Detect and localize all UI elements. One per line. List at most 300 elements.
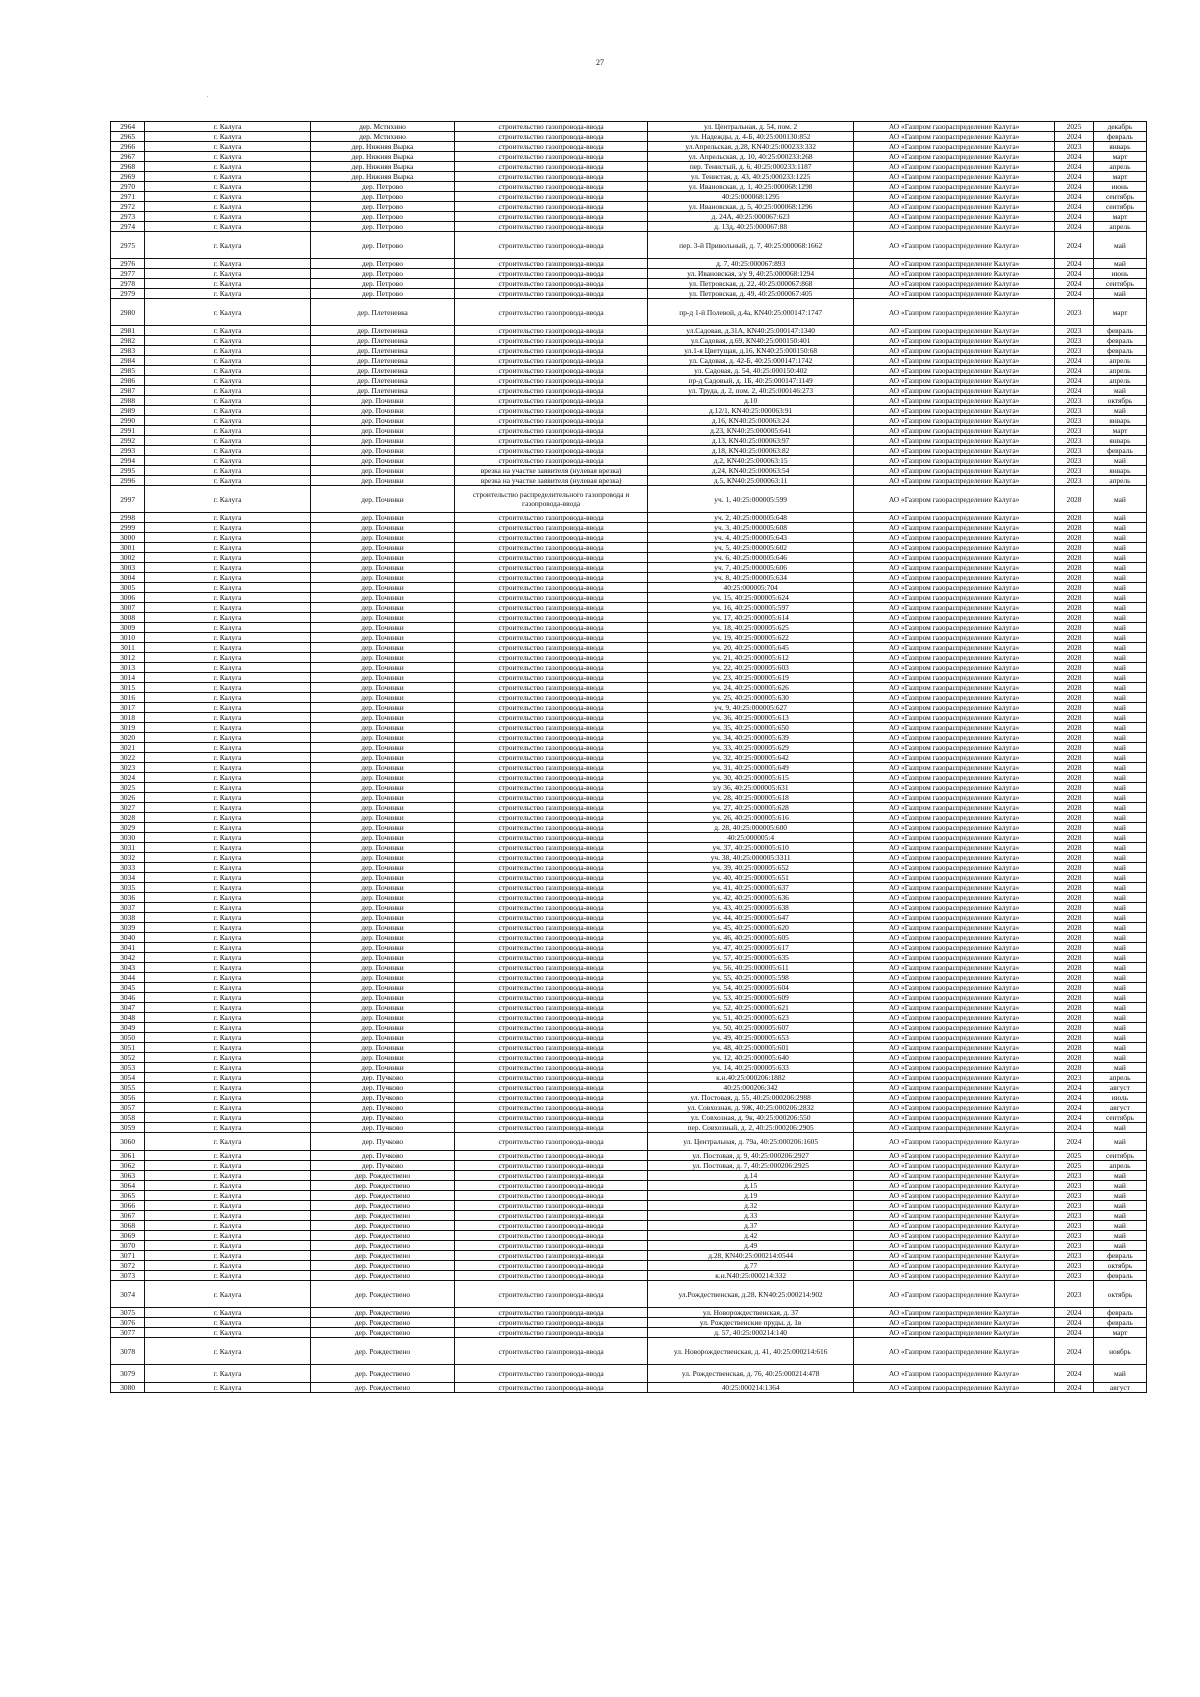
table-row — [111, 963, 1147, 973]
month-cell: февраль — [1093, 1318, 1146, 1328]
address-cell: д.14 — [648, 1171, 854, 1181]
work-type-cell: строительство газопровода-ввода — [454, 613, 647, 623]
table-row — [111, 833, 1147, 843]
settlement-cell: дер. Починки — [311, 933, 455, 943]
address-cell: ул. Рождественская, д. 76, 40:25:000214:478 — [648, 1365, 854, 1383]
address-cell: уч. 41, 40:25:000005:637 — [648, 883, 854, 893]
table-row — [111, 446, 1147, 456]
settlement-cell: дер. Пучково — [311, 1093, 455, 1103]
organization-cell: АО «Газпром газораспределение Калуга» — [853, 973, 1054, 983]
organization-cell: АО «Газпром газораспределение Калуга» — [853, 533, 1054, 543]
month-cell: май — [1093, 983, 1146, 993]
settlement-cell: дер. Нижняя Вырка — [311, 152, 455, 162]
table-row — [111, 172, 1147, 182]
year-cell: 2025 — [1055, 122, 1094, 132]
month-cell: май — [1093, 813, 1146, 823]
work-type-cell: строительство газопровода-ввода — [454, 753, 647, 763]
settlement-cell: дер. Починки — [311, 446, 455, 456]
work-type-cell: строительство газопровода-ввода — [454, 813, 647, 823]
year-cell: 2023 — [1055, 1221, 1094, 1231]
settlement-cell: дер. Пучково — [311, 1073, 455, 1083]
address-cell: уч. 16, 40:25:000005:597 — [648, 603, 854, 613]
organization-cell: АО «Газпром газораспределение Калуга» — [853, 1083, 1054, 1093]
address-cell: ул. Садовая, д. 54, 40:25:000150:402 — [648, 366, 854, 376]
month-cell: май — [1093, 743, 1146, 753]
table-row — [111, 1271, 1147, 1281]
organization-cell: АО «Газпром газораспределение Калуга» — [853, 269, 1054, 279]
settlement-cell: дер. Починки — [311, 963, 455, 973]
month-cell: май — [1093, 1023, 1146, 1033]
year-cell: 2028 — [1055, 583, 1094, 593]
organization-cell: АО «Газпром газораспределение Калуга» — [853, 446, 1054, 456]
address-cell: уч. 52, 40:25:000005:621 — [648, 1003, 854, 1013]
settlement-cell: дер. Починки — [311, 426, 455, 436]
address-cell: ул. Постовая, д. 55, 40:25:000206:2988 — [648, 1093, 854, 1103]
work-type-cell: строительство газопровода-ввода — [454, 1211, 647, 1221]
city-cell: г. Калуга — [145, 843, 311, 853]
month-cell: май — [1093, 863, 1146, 873]
table-row — [111, 953, 1147, 963]
year-cell: 2028 — [1055, 893, 1094, 903]
city-cell: г. Калуга — [145, 1261, 311, 1271]
city-cell: г. Калуга — [145, 456, 311, 466]
table-row — [111, 763, 1147, 773]
work-type-cell: строительство газопровода-ввода — [454, 1365, 647, 1383]
settlement-cell: дер. Рождествено — [311, 1201, 455, 1211]
work-type-cell: строительство газопровода-ввода — [454, 703, 647, 713]
city-cell: г. Калуга — [145, 192, 311, 202]
row-number: 3006 — [111, 593, 145, 603]
organization-cell: АО «Газпром газораспределение Калуга» — [853, 212, 1054, 222]
table-row — [111, 523, 1147, 533]
work-type-cell: строительство газопровода-ввода — [454, 883, 647, 893]
organization-cell: АО «Газпром газораспределение Калуга» — [853, 753, 1054, 763]
city-cell: г. Калуга — [145, 1123, 311, 1133]
month-cell: май — [1093, 1231, 1146, 1241]
work-type-cell: строительство газопровода-ввода — [454, 823, 647, 833]
row-number: 3009 — [111, 623, 145, 633]
address-cell: ул. Петровская, д. 49, 40:25:000067:405 — [648, 289, 854, 299]
settlement-cell: дер. Рождествено — [311, 1221, 455, 1231]
table-row — [111, 613, 1147, 623]
address-cell: уч. 27, 40:25:000005:628 — [648, 803, 854, 813]
row-number: 3039 — [111, 923, 145, 933]
table-row — [111, 1281, 1147, 1308]
organization-cell: АО «Газпром газораспределение Калуга» — [853, 903, 1054, 913]
settlement-cell: дер. Починки — [311, 733, 455, 743]
city-cell: г. Калуга — [145, 723, 311, 733]
settlement-cell: дер. Починки — [311, 1023, 455, 1033]
table-row — [111, 1383, 1147, 1393]
address-cell: уч. 49, 40:25:000005:653 — [648, 1033, 854, 1043]
year-cell: 2028 — [1055, 883, 1094, 893]
table-row — [111, 673, 1147, 683]
table-row — [111, 152, 1147, 162]
work-type-cell: строительство газопровода-ввода — [454, 142, 647, 152]
organization-cell: АО «Газпром газораспределение Калуга» — [853, 222, 1054, 232]
month-cell: июнь — [1093, 182, 1146, 192]
settlement-cell: дер. Починки — [311, 843, 455, 853]
work-type-cell: строительство газопровода-ввода — [454, 1318, 647, 1328]
organization-cell: АО «Газпром газораспределение Калуга» — [853, 723, 1054, 733]
row-number: 3054 — [111, 1073, 145, 1083]
city-cell: г. Калуга — [145, 202, 311, 212]
row-number: 3020 — [111, 733, 145, 743]
organization-cell: АО «Газпром газораспределение Калуга» — [853, 893, 1054, 903]
year-cell: 2023 — [1055, 1073, 1094, 1083]
settlement-cell: дер. Плетеневка — [311, 386, 455, 396]
address-cell: ул. Центральная, д. 79а, 40:25:000206:1605 — [648, 1133, 854, 1151]
year-cell: 2024 — [1055, 366, 1094, 376]
row-number: 3080 — [111, 1383, 145, 1393]
settlement-cell: дер. Починки — [311, 1013, 455, 1023]
scan-dot: . — [207, 93, 209, 99]
year-cell: 2028 — [1055, 783, 1094, 793]
table-row — [111, 1221, 1147, 1231]
organization-cell: АО «Газпром газораспределение Калуга» — [853, 366, 1054, 376]
row-number: 3028 — [111, 813, 145, 823]
row-number: 3073 — [111, 1271, 145, 1281]
organization-cell: АО «Газпром газораспределение Калуга» — [853, 122, 1054, 132]
settlement-cell: дер. Починки — [311, 673, 455, 683]
organization-cell: АО «Газпром газораспределение Калуга» — [853, 703, 1054, 713]
table-row — [111, 326, 1147, 336]
address-cell: д.2, КN40:25:000063:15 — [648, 456, 854, 466]
city-cell: г. Калуга — [145, 553, 311, 563]
city-cell: г. Калуга — [145, 643, 311, 653]
table-row — [111, 1308, 1147, 1318]
month-cell: май — [1093, 1221, 1146, 1231]
year-cell: 2028 — [1055, 723, 1094, 733]
city-cell: г. Калуга — [145, 953, 311, 963]
table-row — [111, 743, 1147, 753]
settlement-cell: дер. Починки — [311, 1063, 455, 1073]
year-cell: 2028 — [1055, 963, 1094, 973]
table-row — [111, 1181, 1147, 1191]
city-cell: г. Калуга — [145, 122, 311, 132]
city-cell: г. Калуга — [145, 366, 311, 376]
row-number: 3023 — [111, 763, 145, 773]
work-type-cell: строительство газопровода-ввода — [454, 222, 647, 232]
month-cell: май — [1093, 486, 1146, 513]
city-cell: г. Калуга — [145, 396, 311, 406]
city-cell: г. Калуга — [145, 269, 311, 279]
address-cell: уч. 54, 40:25:000005:604 — [648, 983, 854, 993]
work-type-cell: строительство газопровода-ввода — [454, 593, 647, 603]
month-cell: февраль — [1093, 326, 1146, 336]
row-number: 3004 — [111, 573, 145, 583]
organization-cell: АО «Газпром газораспределение Калуга» — [853, 486, 1054, 513]
settlement-cell: дер. Починки — [311, 713, 455, 723]
year-cell: 2028 — [1055, 573, 1094, 583]
table-row — [111, 336, 1147, 346]
address-cell: уч. 20, 40:25:000005:645 — [648, 643, 854, 653]
row-number: 2986 — [111, 376, 145, 386]
organization-cell: АО «Газпром газораспределение Калуга» — [853, 192, 1054, 202]
row-number: 3050 — [111, 1033, 145, 1043]
month-cell: май — [1093, 1003, 1146, 1013]
address-cell: д.77 — [648, 1261, 854, 1271]
city-cell: г. Калуга — [145, 436, 311, 446]
settlement-cell: дер. Починки — [311, 693, 455, 703]
month-cell: март — [1093, 212, 1146, 222]
row-number: 3025 — [111, 783, 145, 793]
row-number: 3030 — [111, 833, 145, 843]
city-cell: г. Калуга — [145, 259, 311, 269]
work-type-cell: строительство газопровода-ввода — [454, 603, 647, 613]
organization-cell: АО «Газпром газораспределение Калуга» — [853, 673, 1054, 683]
work-type-cell: строительство газопровода-ввода — [454, 863, 647, 873]
year-cell: 2028 — [1055, 703, 1094, 713]
row-number: 3070 — [111, 1241, 145, 1251]
month-cell: май — [1093, 406, 1146, 416]
address-cell: уч. 48, 40:25:000005:601 — [648, 1043, 854, 1053]
month-cell: май — [1093, 386, 1146, 396]
settlement-cell: дер. Починки — [311, 553, 455, 563]
address-cell: д.13, КN40:25:000063:97 — [648, 436, 854, 446]
work-type-cell: строительство газопровода-ввода — [454, 913, 647, 923]
work-type-cell: строительство газопровода-ввода — [454, 773, 647, 783]
organization-cell: АО «Газпром газораспределение Калуга» — [853, 1023, 1054, 1033]
work-type-cell: строительство газопровода-ввода — [454, 533, 647, 543]
address-cell: уч. 36, 40:25:000005:613 — [648, 713, 854, 723]
city-cell: г. Калуга — [145, 346, 311, 356]
work-type-cell: строительство газопровода-ввода — [454, 172, 647, 182]
settlement-cell: дер. Починки — [311, 623, 455, 633]
city-cell: г. Калуга — [145, 943, 311, 953]
year-cell: 2028 — [1055, 813, 1094, 823]
month-cell: май — [1093, 553, 1146, 563]
organization-cell: АО «Газпром газораспределение Калуга» — [853, 803, 1054, 813]
year-cell: 2024 — [1055, 202, 1094, 212]
row-number: 3059 — [111, 1123, 145, 1133]
year-cell: 2024 — [1055, 376, 1094, 386]
table-row — [111, 1338, 1147, 1365]
city-cell: г. Калуга — [145, 132, 311, 142]
work-type-cell: строительство газопровода-ввода — [454, 953, 647, 963]
address-cell: уч. 44, 40:25:000005:647 — [648, 913, 854, 923]
address-cell: ул. Центральная, д. 54, пом. 2 — [648, 122, 854, 132]
city-cell: г. Калуга — [145, 693, 311, 703]
year-cell: 2028 — [1055, 623, 1094, 633]
settlement-cell: дер. Починки — [311, 793, 455, 803]
row-number: 3040 — [111, 933, 145, 943]
table-row — [111, 623, 1147, 633]
organization-cell: АО «Газпром газораспределение Калуга» — [853, 823, 1054, 833]
city-cell: г. Калуга — [145, 603, 311, 613]
city-cell: г. Калуга — [145, 1093, 311, 1103]
address-cell: ул. Петровская, д. 22, 40:25:000067:868 — [648, 279, 854, 289]
year-cell: 2023 — [1055, 406, 1094, 416]
year-cell: 2024 — [1055, 1365, 1094, 1383]
settlement-cell: дер. Починки — [311, 486, 455, 513]
year-cell: 2028 — [1055, 523, 1094, 533]
work-type-cell: строительство газопровода-ввода — [454, 1191, 647, 1201]
month-cell: февраль — [1093, 132, 1146, 142]
settlement-cell: дер. Рождествено — [311, 1281, 455, 1308]
settlement-cell: дер. Пучково — [311, 1113, 455, 1123]
row-number: 2988 — [111, 396, 145, 406]
city-cell: г. Калуга — [145, 426, 311, 436]
year-cell: 2028 — [1055, 563, 1094, 573]
year-cell: 2028 — [1055, 1023, 1094, 1033]
city-cell: г. Калуга — [145, 182, 311, 192]
year-cell: 2028 — [1055, 713, 1094, 723]
table-row — [111, 753, 1147, 763]
city-cell: г. Калуга — [145, 653, 311, 663]
city-cell: г. Калуга — [145, 1003, 311, 1013]
table-row — [111, 983, 1147, 993]
work-type-cell: строительство газопровода-ввода — [454, 386, 647, 396]
month-cell: май — [1093, 753, 1146, 763]
address-cell: д. 24А, 40:25:000067:623 — [648, 212, 854, 222]
city-cell: г. Калуга — [145, 466, 311, 476]
city-cell: г. Калуга — [145, 1133, 311, 1151]
work-type-cell: строительство газопровода-ввода — [454, 132, 647, 142]
row-number: 3018 — [111, 713, 145, 723]
month-cell: февраль — [1093, 336, 1146, 346]
year-cell: 2028 — [1055, 1013, 1094, 1023]
table-row — [111, 643, 1147, 653]
month-cell: январь — [1093, 436, 1146, 446]
row-number: 2973 — [111, 212, 145, 222]
city-cell: г. Калуга — [145, 1231, 311, 1241]
year-cell: 2023 — [1055, 446, 1094, 456]
city-cell: г. Калуга — [145, 1043, 311, 1053]
year-cell: 2028 — [1055, 543, 1094, 553]
year-cell: 2023 — [1055, 436, 1094, 446]
month-cell: февраль — [1093, 1308, 1146, 1318]
organization-cell: АО «Газпром газораспределение Калуга» — [853, 1093, 1054, 1103]
organization-cell: АО «Газпром газораспределение Калуга» — [853, 883, 1054, 893]
address-cell: ул. Надежды, д. 4-Б, 40:25:000130:852 — [648, 132, 854, 142]
city-cell: г. Калуга — [145, 1113, 311, 1123]
city-cell: г. Калуга — [145, 863, 311, 873]
city-cell: г. Калуга — [145, 406, 311, 416]
work-type-cell: строительство газопровода-ввода — [454, 963, 647, 973]
row-number: 3007 — [111, 603, 145, 613]
month-cell: март — [1093, 152, 1146, 162]
month-cell: май — [1093, 1053, 1146, 1063]
month-cell: май — [1093, 1133, 1146, 1151]
address-cell: д.28, КN40:25:000214:0544 — [648, 1251, 854, 1261]
work-type-cell: строительство газопровода-ввода — [454, 1033, 647, 1043]
settlement-cell: дер. Починки — [311, 983, 455, 993]
month-cell: май — [1093, 1191, 1146, 1201]
row-number: 3065 — [111, 1191, 145, 1201]
settlement-cell: дер. Рождествено — [311, 1365, 455, 1383]
settlement-cell: дер. Мстихино — [311, 122, 455, 132]
work-type-cell: строительство газопровода-ввода — [454, 903, 647, 913]
row-number: 3003 — [111, 563, 145, 573]
work-type-cell: строительство газопровода-ввода — [454, 1043, 647, 1053]
work-type-cell: строительство газопровода-ввода — [454, 1231, 647, 1241]
city-cell: г. Калуга — [145, 573, 311, 583]
table-row — [111, 162, 1147, 172]
settlement-cell: дер. Нижняя Вырка — [311, 162, 455, 172]
row-number: 3055 — [111, 1083, 145, 1093]
month-cell: май — [1093, 232, 1146, 259]
work-type-cell: строительство газопровода-ввода — [454, 543, 647, 553]
month-cell: апрель — [1093, 222, 1146, 232]
address-cell: к.н.N40:25:000214:332 — [648, 1271, 854, 1281]
address-cell: 40:25:000005:4 — [648, 833, 854, 843]
row-number: 3047 — [111, 1003, 145, 1013]
work-type-cell: строительство газопровода-ввода — [454, 396, 647, 406]
table-row — [111, 1318, 1147, 1328]
organization-cell: АО «Газпром газораспределение Калуга» — [853, 376, 1054, 386]
month-cell: май — [1093, 1063, 1146, 1073]
row-number: 3000 — [111, 533, 145, 543]
address-cell: уч. 24, 40:25:000005:626 — [648, 683, 854, 693]
address-cell: д. 7, 40:25:000067:893 — [648, 259, 854, 269]
work-type-cell: строительство газопровода-ввода — [454, 1383, 647, 1393]
city-cell: г. Калуга — [145, 232, 311, 259]
table-row — [111, 1133, 1147, 1151]
month-cell: май — [1093, 733, 1146, 743]
work-type-cell: строительство газопровода-ввода — [454, 456, 647, 466]
work-type-cell: врезка на участке заявителя (нулевая врезка) — [454, 466, 647, 476]
year-cell: 2028 — [1055, 643, 1094, 653]
row-number: 3016 — [111, 693, 145, 703]
city-cell: г. Калуга — [145, 623, 311, 633]
settlement-cell: дер. Починки — [311, 633, 455, 643]
city-cell: г. Калуга — [145, 152, 311, 162]
table-row — [111, 1123, 1147, 1133]
month-cell: май — [1093, 993, 1146, 1003]
address-cell: ул. Ивановская, д. 5, 40:25:000068:1296 — [648, 202, 854, 212]
month-cell: май — [1093, 583, 1146, 593]
work-type-cell: строительство газопровода-ввода — [454, 202, 647, 212]
city-cell: г. Калуга — [145, 336, 311, 346]
month-cell: февраль — [1093, 1251, 1146, 1261]
row-number: 3043 — [111, 963, 145, 973]
work-type-cell: строительство газопровода-ввода — [454, 122, 647, 132]
address-cell: ул.Апрельская, д.28, КN40:25:000233:332 — [648, 142, 854, 152]
settlement-cell: дер. Рождествено — [311, 1251, 455, 1261]
settlement-cell: дер. Починки — [311, 573, 455, 583]
organization-cell: АО «Газпром газораспределение Калуга» — [853, 853, 1054, 863]
year-cell: 2028 — [1055, 923, 1094, 933]
work-type-cell: строительство газопровода-ввода — [454, 1123, 647, 1133]
table-row — [111, 182, 1147, 192]
organization-cell: АО «Газпром газораспределение Калуга» — [853, 1191, 1054, 1201]
address-cell: д.16, КN40:25:000063:24 — [648, 416, 854, 426]
row-number: 2967 — [111, 152, 145, 162]
year-cell: 2023 — [1055, 426, 1094, 436]
table-row — [111, 803, 1147, 813]
settlement-cell: дер. Починки — [311, 863, 455, 873]
work-type-cell: строительство газопровода-ввода — [454, 269, 647, 279]
month-cell: май — [1093, 289, 1146, 299]
organization-cell: АО «Газпром газораспределение Калуга» — [853, 923, 1054, 933]
city-cell: г. Калуга — [145, 983, 311, 993]
settlement-cell: дер. Починки — [311, 406, 455, 416]
work-type-cell: строительство газопровода-ввода — [454, 279, 647, 289]
address-cell: д. 28, 40:25:000005:600 — [648, 823, 854, 833]
work-type-cell: строительство газопровода-ввода — [454, 513, 647, 523]
settlement-cell: дер. Рождествено — [311, 1211, 455, 1221]
year-cell: 2023 — [1055, 299, 1094, 326]
year-cell: 2028 — [1055, 633, 1094, 643]
city-cell: г. Калуга — [145, 713, 311, 723]
table-row — [111, 513, 1147, 523]
organization-cell: АО «Газпром газораспределение Калуга» — [853, 1201, 1054, 1211]
city-cell: г. Калуга — [145, 923, 311, 933]
address-cell: уч. 25, 40:25:000005:630 — [648, 693, 854, 703]
work-type-cell: строительство газопровода-ввода — [454, 1083, 647, 1093]
month-cell: май — [1093, 1241, 1146, 1251]
